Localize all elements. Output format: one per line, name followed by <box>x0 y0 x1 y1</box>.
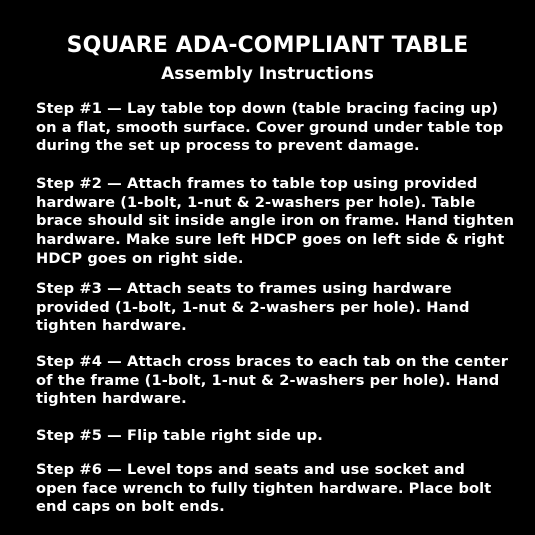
step-1-line: on a flat, smooth surface. Cover ground under table top <box>36 118 504 136</box>
page-title: SQUARE ADA-COMPLIANT TABLE <box>66 33 469 58</box>
step-2 <box>36 175 515 269</box>
step-2-line: brace should sit inside angle iron on frame. Hand tighten <box>36 212 515 230</box>
step-4 <box>36 353 511 409</box>
step-5 <box>36 427 511 446</box>
step-4-line: of the frame (1-bolt, 1-nut & 2-washers per hole). Hand <box>36 371 500 389</box>
page-subtitle: Assembly Instructions <box>161 64 374 84</box>
step-3-line: tighten hardware. <box>36 317 187 335</box>
step-3-line: provided (1-bolt, 1-nut & 2-washers per hole). Hand <box>36 298 470 316</box>
step-3-line: Step #3 — Attach seats to frames using hardware <box>36 280 452 297</box>
step-1 <box>36 100 511 156</box>
step-6-line: open face wrench to fully tighten hardware. Place bolt <box>36 479 492 497</box>
step-1-line: during the set up process to prevent damage. <box>36 137 420 155</box>
step-4-line: Step #4 — Attach cross braces to each tab on the center <box>36 353 509 370</box>
step-2-line: HDCP goes on right side. <box>36 249 244 267</box>
step-4-line: tighten hardware. <box>36 390 187 408</box>
step-3 <box>36 280 511 336</box>
step-5-line: Step #5 — Flip table right side up. <box>36 427 323 444</box>
step-2-line: Step #2 — Attach frames to table top using provided <box>36 175 478 192</box>
step-6 <box>36 461 511 517</box>
step-6-line: end caps on bolt ends. <box>36 498 225 516</box>
step-2-line: hardware. Make sure left HDCP goes on left side & right <box>36 231 505 249</box>
step-2-line: hardware (1-bolt, 1-nut & 2-washers per hole). Table <box>36 193 476 211</box>
step-1-line: Step #1 — Lay table top down (table bracing facing up) <box>36 100 499 117</box>
step-6-line: Step #6 — Level tops and seats and use socket and <box>36 461 465 478</box>
